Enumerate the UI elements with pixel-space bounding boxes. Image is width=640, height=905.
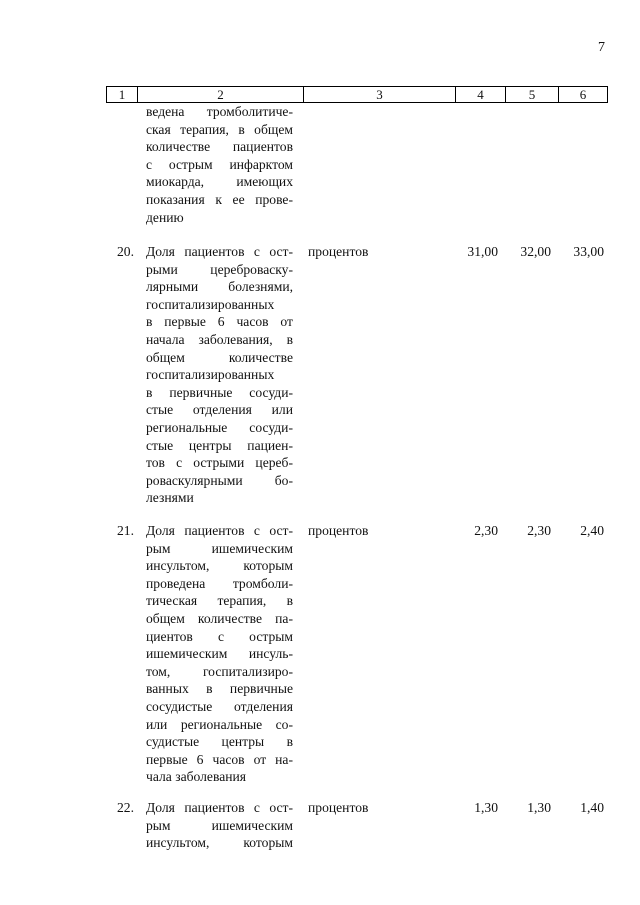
description-line: рым ишемическим	[146, 817, 293, 833]
description-line: том, госпитализиро-	[146, 663, 293, 679]
description-line: инсультом, которым	[146, 835, 293, 851]
description-line: первые 6 часов от на-	[146, 751, 293, 767]
row-value-col4: 31,00	[467, 244, 498, 259]
description-line: в первые 6 часов от	[146, 314, 293, 330]
column-header-2: 2	[138, 87, 304, 102]
row-value-col5: 1,30	[527, 800, 551, 815]
description-line: лярными болезнями,	[146, 279, 293, 295]
description-line: начала заболевания, в	[146, 331, 293, 347]
description-line: проведена тромболи-	[146, 575, 293, 591]
column-header-4: 4	[456, 87, 506, 102]
description-line: госпитализированных	[146, 367, 275, 383]
description-line: в первичные сосуди-	[146, 384, 293, 400]
description-line: миокарда, имеющих	[146, 174, 293, 190]
description-line: стые отделения или	[146, 402, 293, 418]
row-number: 20.	[117, 244, 134, 259]
row-unit: процентов	[308, 244, 369, 259]
column-header-5: 5	[506, 87, 559, 102]
description-line: общем количестве	[146, 349, 293, 365]
row-number: 22.	[117, 800, 134, 815]
row-value-col4: 1,30	[474, 800, 498, 815]
description-line: лезнями	[146, 490, 194, 506]
description-line: ская терапия, в общем	[146, 121, 293, 137]
description-line: инсультом, которым	[146, 558, 293, 574]
row-value-col5: 2,30	[527, 523, 551, 538]
description-line: госпитализированных	[146, 296, 275, 312]
continued-row-description	[146, 103, 293, 226]
row-value-col6: 33,00	[573, 244, 604, 259]
description-line: роваскулярными бо-	[146, 472, 293, 488]
row-description	[146, 799, 293, 852]
row-value-col6: 1,40	[580, 800, 604, 815]
description-line: общем количестве па-	[146, 610, 293, 626]
description-line: судистые центры в	[146, 734, 293, 750]
row-value-col6: 2,40	[580, 523, 604, 538]
description-line: рым ишемическим	[146, 540, 293, 556]
description-line: сосудистые отделения	[146, 698, 293, 714]
description-line: дению	[146, 209, 184, 225]
row-description	[146, 522, 293, 786]
row-value-col4: 2,30	[474, 523, 498, 538]
description-line: ишемическим инсуль-	[146, 646, 293, 662]
description-line: региональные сосуди-	[146, 419, 293, 435]
description-line: или региональные со-	[146, 716, 293, 732]
description-line: Доля пациентов с ост-	[146, 244, 293, 259]
description-line: тическая терапия, в	[146, 593, 293, 609]
description-line: стые центры пациен-	[146, 437, 293, 453]
column-header-6: 6	[579, 87, 587, 102]
column-header-1: 1	[107, 87, 138, 102]
description-line: с острым инфарктом	[146, 156, 293, 172]
row-unit: процентов	[308, 523, 369, 538]
table-column-header-row	[106, 86, 608, 103]
row-number: 21.	[117, 523, 134, 538]
page-number: 7	[598, 40, 605, 55]
column-header-3: 3	[304, 87, 456, 102]
description-line: Доля пациентов с ост-	[146, 523, 293, 538]
description-line: количестве пациентов	[146, 139, 293, 155]
row-value-col5: 32,00	[520, 244, 551, 259]
description-line: ванных в первичные	[146, 681, 293, 697]
row-description	[146, 243, 293, 507]
description-line: тов с острыми цереб-	[146, 455, 293, 471]
description-line: циентов с острым	[146, 628, 293, 644]
description-line: Доля пациентов с ост-	[146, 800, 293, 815]
description-line: рыми цереброваску-	[146, 261, 293, 277]
description-line: показания к ее прове-	[146, 191, 293, 207]
description-line: чала заболевания	[146, 769, 247, 785]
row-unit: процентов	[308, 800, 369, 815]
description-line: ведена тромболитиче-	[146, 104, 293, 119]
